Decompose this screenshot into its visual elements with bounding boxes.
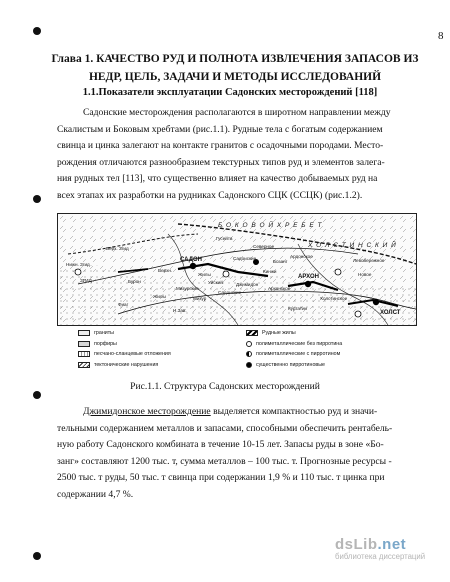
text-span: Садонские месторождения располагаются в широтном направлении между	[83, 107, 391, 118]
map-label: Жилы	[198, 272, 211, 277]
margin-bullet	[33, 391, 41, 399]
map-label: Северное	[253, 244, 275, 249]
text-line: свинца и цинка залегают на контакте гранитов с осадочными породами. Место-	[57, 140, 384, 151]
map-label: ЗГИД	[80, 278, 92, 283]
text-line: занг» составляют 1200 тыс. т, сумма металлов – 100 тыс. т. Прогнозные ресурсы -	[57, 455, 392, 467]
filled-circle-symbol	[246, 362, 252, 368]
deposit-marker	[305, 281, 311, 287]
figure-caption: Рис.1.1. Структура Садонских месторождений	[130, 381, 320, 392]
map-label: Садонские	[233, 256, 257, 261]
map-label: Фиаг	[118, 302, 129, 307]
map-label: Мизурские	[176, 286, 199, 291]
margin-bullet	[33, 195, 41, 203]
text-line: тельными содержанием металлов и запасами, способными обеспечить рентабель-	[57, 422, 393, 434]
text-line: рождения отличаются разнообразием текстурных типов руд и элементов залега-	[57, 156, 385, 168]
map-label: Б О К О В О Й Х Р Е Б Е Т	[218, 222, 323, 229]
deposit-marker	[190, 263, 196, 269]
map-label: Нижн. Згид	[66, 262, 90, 267]
map-label: Кинжи	[263, 269, 277, 274]
margin-bullet	[33, 552, 41, 560]
paragraph-dzhimidon	[57, 404, 417, 503]
chapter-title	[40, 50, 430, 86]
map-label: Джимидон	[236, 282, 259, 287]
deposit-marker	[355, 311, 361, 317]
legend-item	[246, 349, 342, 360]
map-label: Верхн.	[158, 268, 173, 273]
map-label: АРХОН	[298, 274, 319, 280]
map-label: Новое	[358, 272, 372, 277]
map-label: Жилы	[153, 294, 166, 299]
watermark-logo-main: dsLib	[335, 536, 378, 553]
text-line	[57, 404, 417, 421]
page-number: 8	[438, 30, 444, 42]
legend-item	[246, 328, 342, 339]
margin-bullet	[33, 27, 41, 35]
legend-item	[78, 328, 171, 339]
map-label: Уйский	[208, 280, 223, 285]
paragraph-intro	[57, 105, 417, 204]
underlined-term: Джимидонское месторождение	[83, 406, 211, 417]
chapter-title-line: Глава 1. КАЧЕСТВО РУД И ПОЛНОТА ИЗВЛЕЧЕНИЯ ЗАПАСОВ ИЗ	[51, 53, 419, 65]
text-line: ную работу Садонского комбината в течение 10-15 лет. Запасы руды в зоне «Бо-	[57, 439, 384, 450]
text-line: 2500 тыс. т руды, 50 тыс. т свинца при содержании 1,9 % и 110 тыс. т цинка при	[57, 472, 385, 483]
geological-map-figure	[57, 213, 417, 326]
legend-label: существенно пирротиновые	[256, 361, 325, 368]
map-label: Бозанг	[273, 259, 288, 264]
legend-label: тектонические нарушения	[94, 361, 159, 368]
map-label: Верх. Згид	[106, 246, 129, 251]
ore-vein-swatch	[246, 330, 258, 336]
half-filled-circle-symbol	[246, 351, 252, 357]
map-label: Холстинское	[320, 296, 348, 301]
deposit-marker	[75, 269, 81, 275]
text-line: содержании 4,7 %.	[57, 488, 134, 500]
legend-item	[246, 360, 342, 371]
map-label: Куртатин	[288, 306, 308, 311]
watermark	[335, 536, 425, 561]
fault-swatch	[78, 362, 90, 368]
deposit-marker	[335, 269, 341, 275]
porphyry-swatch	[78, 341, 90, 347]
granite-swatch	[78, 330, 90, 336]
map-label: Н.Зав.	[173, 308, 187, 313]
sandstone-swatch	[78, 351, 90, 357]
legend-item	[78, 360, 171, 371]
watermark-subtitle: библиотека диссертаций	[335, 552, 426, 561]
legend-label: полиметаллические с пирротином	[256, 351, 341, 357]
deposit-marker	[223, 271, 229, 277]
legend-item	[246, 339, 342, 350]
map-label: Мизур	[193, 296, 207, 301]
open-circle-symbol	[246, 341, 252, 347]
deposit-marker	[373, 299, 379, 305]
chapter-title-line: НЕДР, ЦЕЛЬ, ЗАДАЧИ И МЕТОДЫ ИССЛЕДОВАНИЙ	[88, 71, 382, 83]
legend-label: Рудные жилы	[262, 330, 296, 336]
section-title: 1.1.Показатели эксплуатации Садонских месторождений [118]	[82, 87, 378, 98]
text-line: ния рудных тел [113], что существенно влияет на качество добываемых руд на	[57, 173, 378, 184]
legend-label: порфиры	[94, 340, 117, 347]
map-label: Гусейта	[216, 236, 233, 241]
map-label: Садонские	[218, 290, 242, 295]
text-line	[57, 105, 417, 122]
legend-label: песчано-сланцевые отложения	[94, 351, 171, 357]
map-label: Левобережное	[353, 258, 385, 263]
map-label: Архонское	[268, 286, 291, 291]
legend-label: полиметаллические без пирротина	[256, 340, 343, 347]
map-label: ХОЛСТ	[380, 310, 401, 316]
text-line: Скалистым и Боковым хребтами (рис.1.1). Рудные тела с богатым содержанием	[57, 123, 383, 135]
watermark-logo-tld: .net	[377, 536, 407, 553]
map-drawing	[58, 214, 416, 325]
legend-left	[78, 328, 171, 370]
legend-item	[78, 349, 171, 360]
legend-right	[246, 328, 342, 370]
text-span: выделяется компактностью руд и значи-	[210, 406, 378, 417]
legend-item	[78, 339, 171, 350]
map-label: Х О Л С Т И Н С К И Й	[308, 242, 397, 249]
watermark-logo	[335, 536, 425, 553]
map-label: Ардонское	[290, 254, 313, 259]
map-label: САДОН	[180, 257, 203, 263]
map-label: Бурон	[128, 279, 141, 284]
text-line: всех этапах их разработки на рудниках Садонского СЦК (ССЦК) (рис.1.2).	[57, 189, 363, 201]
legend-label: граниты	[94, 330, 114, 336]
